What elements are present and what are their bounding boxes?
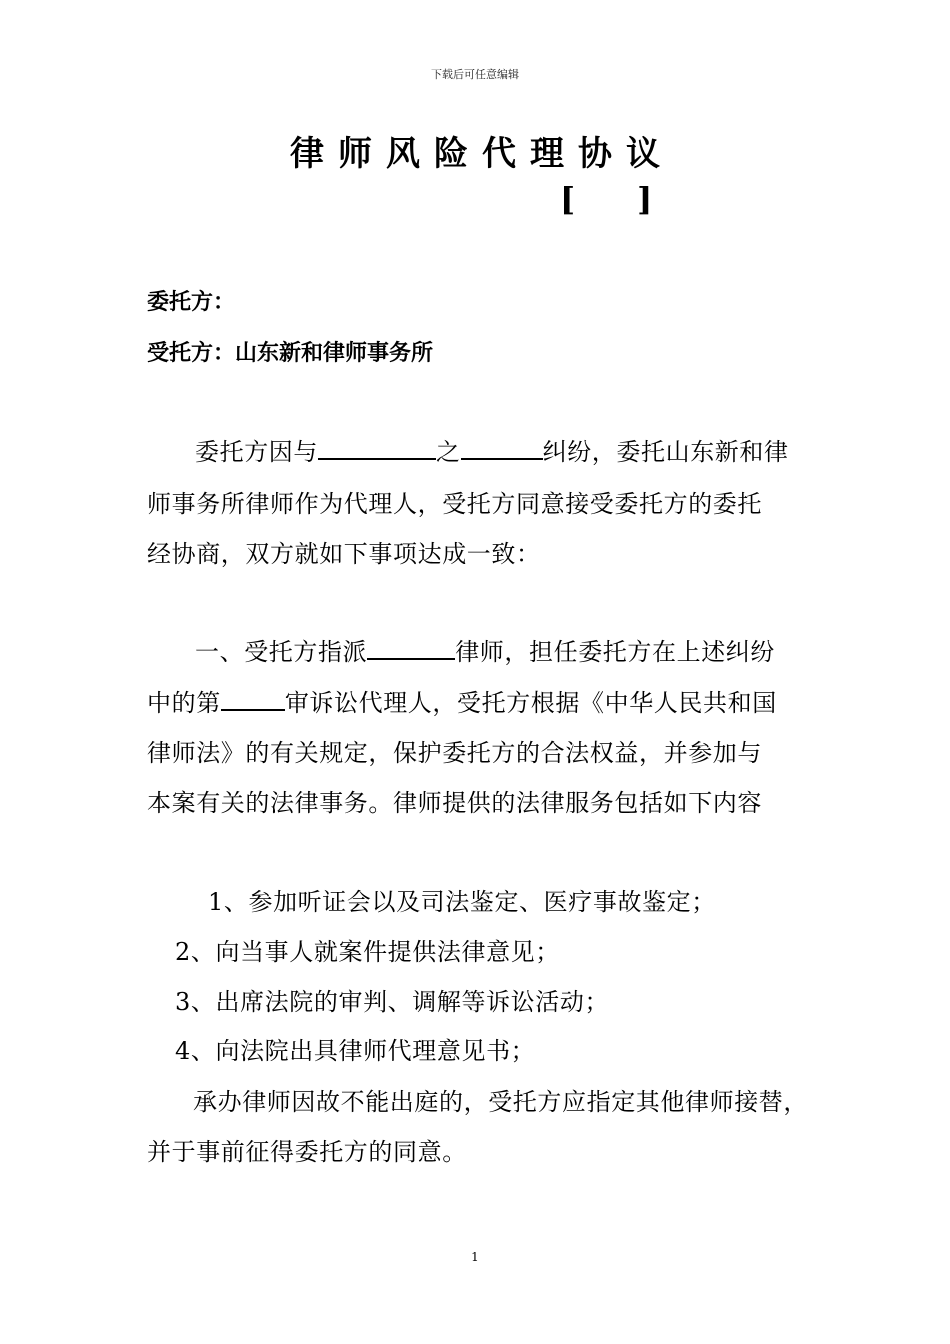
clause1-line-3: 律师法》的有关规定，保护委托方的合法权益，并参加与: [147, 739, 762, 767]
clause1-line-4: 本案有关的法律事务。律师提供的法律服务包括如下内容: [147, 789, 762, 817]
service-item: 3、出席法院的审判、调解等诉讼活动；: [175, 988, 610, 1016]
intro-line-3: 经协商，双方就如下事项达成一致：: [147, 540, 541, 568]
party-agent: 受托方：山东新和律师事务所: [147, 340, 434, 366]
document-title: 律师风险代理协议: [290, 134, 674, 174]
service-item: 2、向当事人就案件提供法律意见；: [175, 938, 560, 966]
clause1-line-2: 中的第 审诉讼代理人，受托方根据《中华人民共和国: [147, 683, 777, 718]
service-item: 1、参加听证会以及司法鉴定、医疗事故鉴定；: [208, 888, 716, 916]
intro-line-2: 师事务所律师作为代理人，受托方同意接受委托方的委托: [147, 490, 762, 518]
bracket-right: ]: [637, 180, 653, 218]
header-note: 下载后可任意编辑: [431, 68, 519, 81]
service-item: 4、向法院出具律师代理意见书；: [175, 1037, 536, 1065]
party-client: 委托方：: [147, 289, 236, 315]
closing-line-1: 承办律师因故不能出庭的，受托方应指定其他律师接替，: [193, 1088, 808, 1116]
case-number-bracket: [560, 180, 652, 218]
trial-instance-blank[interactable]: [221, 685, 285, 711]
clause1-line-1: 一、受托方指派 律师，担任委托方在上述纠纷: [195, 632, 775, 667]
lawyer-name-blank[interactable]: [367, 634, 455, 660]
bracket-left: [: [560, 180, 576, 218]
intro-line-1: 委托方因与 之 纠纷，委托山东新和律: [195, 432, 789, 467]
page-number: 1: [471, 1250, 479, 1264]
closing-line-2: 并于事前征得委托方的同意。: [147, 1138, 467, 1166]
dispute-party-blank[interactable]: [318, 434, 436, 460]
dispute-type-blank[interactable]: [461, 434, 543, 460]
